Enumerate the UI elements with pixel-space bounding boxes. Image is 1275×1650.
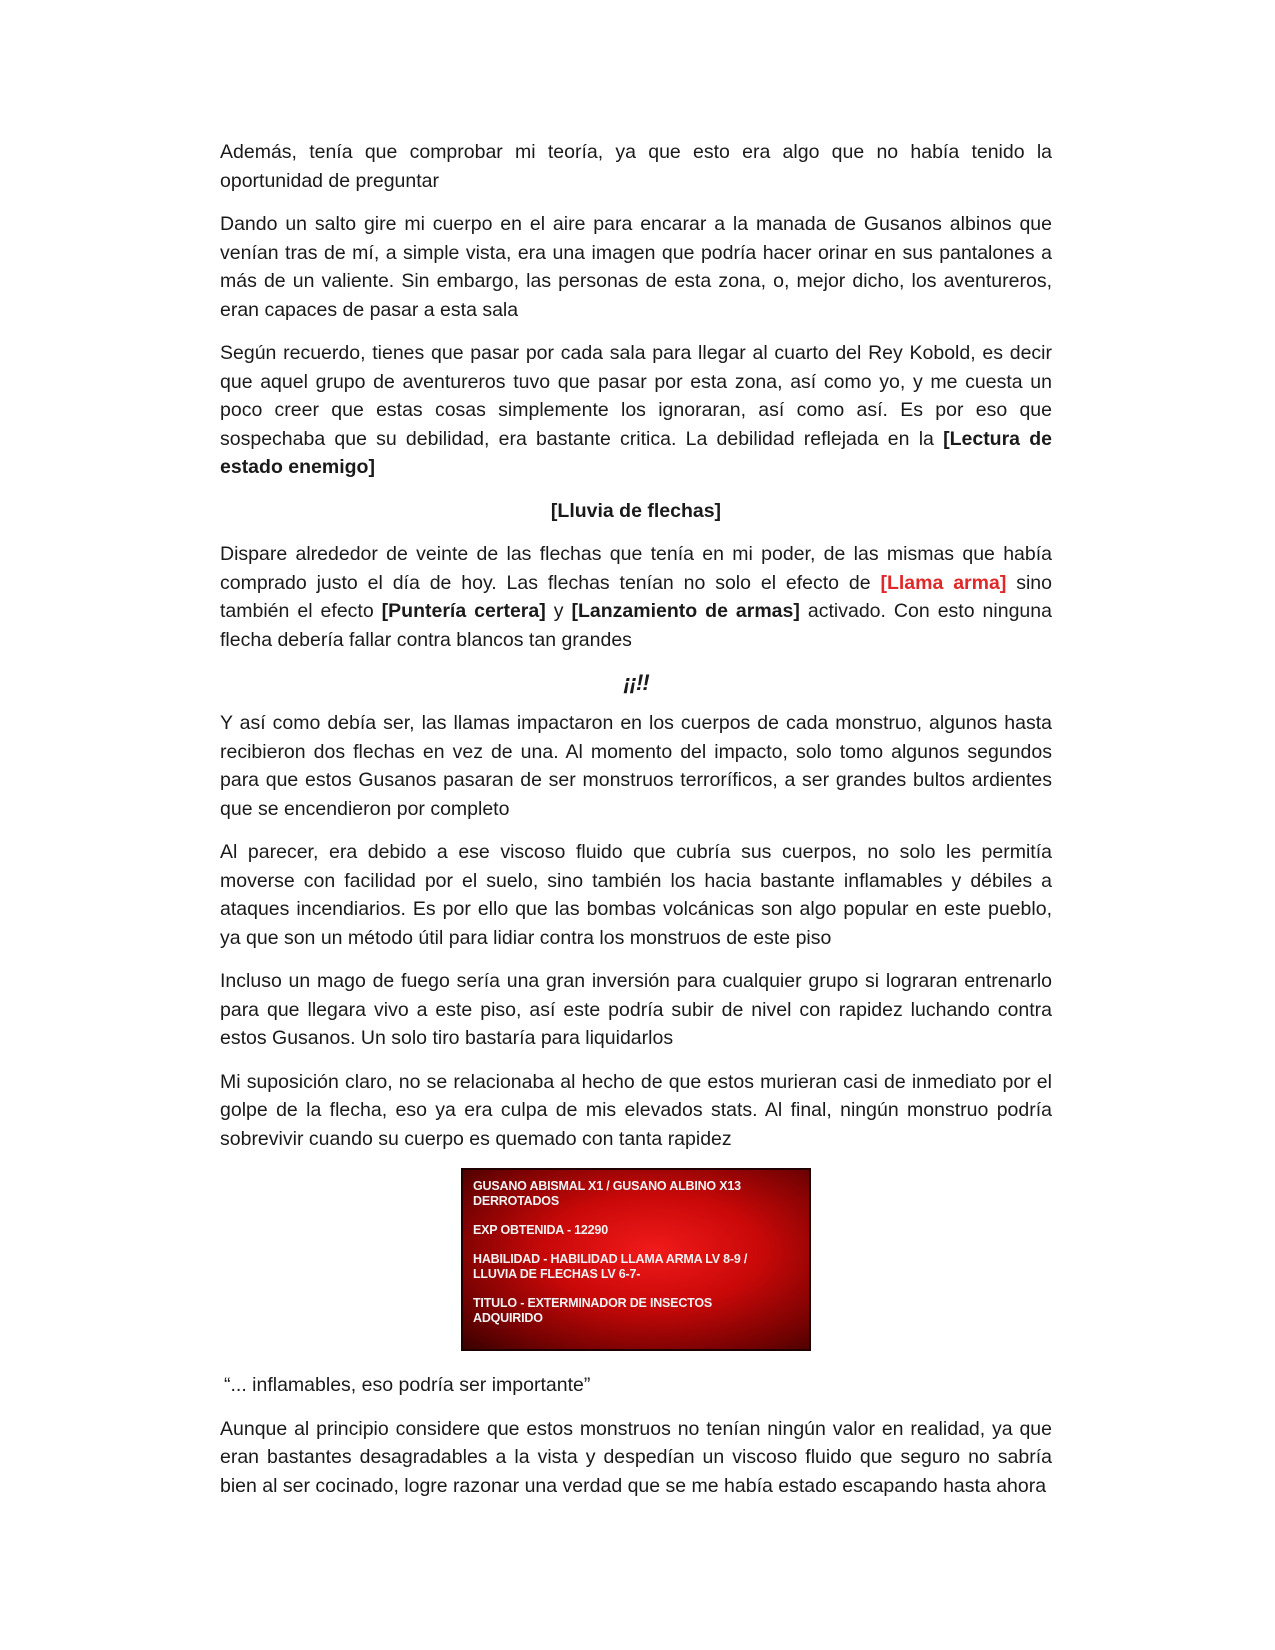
document-page — [220, 138, 1052, 1515]
paragraph-2 — [220, 210, 1052, 324]
paragraph-5-text: Y así como debía ser, las llamas impactaron en los cuerpos de cada monstruo, algunos hasta recibieron dos flechas en vez de una. Al momento del impacto, solo tomo algunos segundos para que estos Gusanos pasaran de ser monstruos terroríficos, a ser grandes bultos ardientes que se encendieron por completo — [220, 712, 1052, 820]
enemy-status-skill-name: [Lectura de estado enemigo] — [220, 427, 1052, 478]
paragraph-8 — [220, 1068, 1052, 1154]
paragraph-7 — [220, 967, 1052, 1053]
sound-effect — [220, 669, 1052, 697]
skill-heading-text: [Lluvia de flechas] — [550, 499, 722, 522]
paragraph-9 — [220, 1415, 1052, 1501]
paragraph-4-text-d: activado. Con esto ninguna flecha debería fallar contra blancos tan grandes — [220, 600, 1052, 651]
paragraph-8-text: Mi suposición claro, no se relacionaba al hecho de que estos murieran casi de inmediato por el golpe de la flecha, eso ya era culpa de mis elevados stats. Al final, ningún monstruo podría sobrevivir cuando su cuerpo es quemado con tanta rapidez — [220, 1070, 1052, 1150]
paragraph-3 — [220, 339, 1052, 482]
paragraph-4-text-b: sino también el efecto — [220, 571, 1052, 622]
paragraph-3-text: Según recuerdo, tienes que pasar por cada sala para llegar al cuarto del Rey Kobold, es decir que aquel grupo de aventureros tuvo que pasar por esta zona, así como yo, y me cuesta un poco creer que estas cosas simplemente los ignoraran, así como así. Es por eso que sospechaba que su debilidad, era bastante critica. La debilidad reflejada en la — [220, 342, 1052, 450]
paragraph-7-text: Incluso un mago de fuego sería una gran inversión para cualquier grupo si lograran entrenarlo para que llegara vivo a este piso, así este podría subir de nivel con rapidez luchando contra estos Gusanos. Un solo tiro bastaría para liquidarlos — [220, 970, 1052, 1049]
paragraph-6-text: Al parecer, era debido a ese viscoso fluido que cubría sus cuerpos, no solo les permitía moverse con facilidad por el suelo, sino también los hacia bastante inflamables y débiles a ataques incendiarios. Es por ello que las bombas volcánicas son algo popular en este pueblo, ya que son un método útil para lidiar contra los monstruos de este piso — [220, 841, 1052, 949]
paragraph-5 — [220, 709, 1052, 823]
sound-effect-text: ¡¡!! — [623, 670, 649, 695]
paragraph-2-text: Dando un salto gire mi cuerpo en el aire para encarar a la manada de Gusanos albinos que venían tras de mí, a simple vista, era una imagen que podría hacer orinar en sus pantalones a más de un valiente. Sin embargo, las personas de esta zona, o, mejor dicho, los aventureros, eran capaces de pasar a esta sala — [220, 213, 1052, 321]
weapon-throw-skill-name: [Lanzamiento de armas] — [571, 600, 800, 622]
flame-weapon-skill-name: [Llama arma] — [880, 571, 1007, 594]
paragraph-4-text-c: y — [545, 600, 572, 622]
dialogue-quote — [224, 1371, 1052, 1400]
status-defeated-line: GUSANO ABISMAL X1 / GUSANO ALBINO X13 DERROTADOS — [473, 1179, 741, 1208]
paragraph-4 — [220, 540, 1052, 654]
system-status-box — [461, 1168, 811, 1351]
paragraph-1 — [220, 138, 1052, 195]
status-exp-line: EXP OBTENIDA - 12290 — [473, 1223, 608, 1237]
status-skill-line: HABILIDAD - HABILIDAD LLAMA ARMA LV 8-9 / LLUVIA DE FLECHAS LV 6-7- — [473, 1252, 748, 1281]
precise-aim-skill-name: [Puntería certera] — [381, 600, 546, 622]
dialogue-quote-text: “... inflamables, eso podría ser importante” — [224, 1374, 591, 1396]
paragraph-9-text: Aunque al principio considere que estos monstruos no tenían ningún valor en realidad, ya que eran bastantes desagradables a la vista y despedían un viscoso fluido que seguro no sabría bien al ser cocinado, logre razonar una verdad que se me había estado escapando hasta ahora — [220, 1417, 1052, 1497]
paragraph-1-text: Además, tenía que comprobar mi teoría, ya que esto era algo que no había tenido la oportunidad de preguntar — [220, 141, 1052, 192]
paragraph-6 — [220, 838, 1052, 952]
status-title-line: TITULO - EXTERMINADOR DE INSECTOS ADQUIRIDO — [473, 1296, 713, 1325]
paragraph-4-text-a: Dispare alrededor de veinte de las flechas que tenía en mi poder, de las mismas que había comprado justo el día de hoy. Las flechas tenían no solo el efecto de — [220, 543, 1052, 594]
skill-heading — [220, 497, 1052, 526]
